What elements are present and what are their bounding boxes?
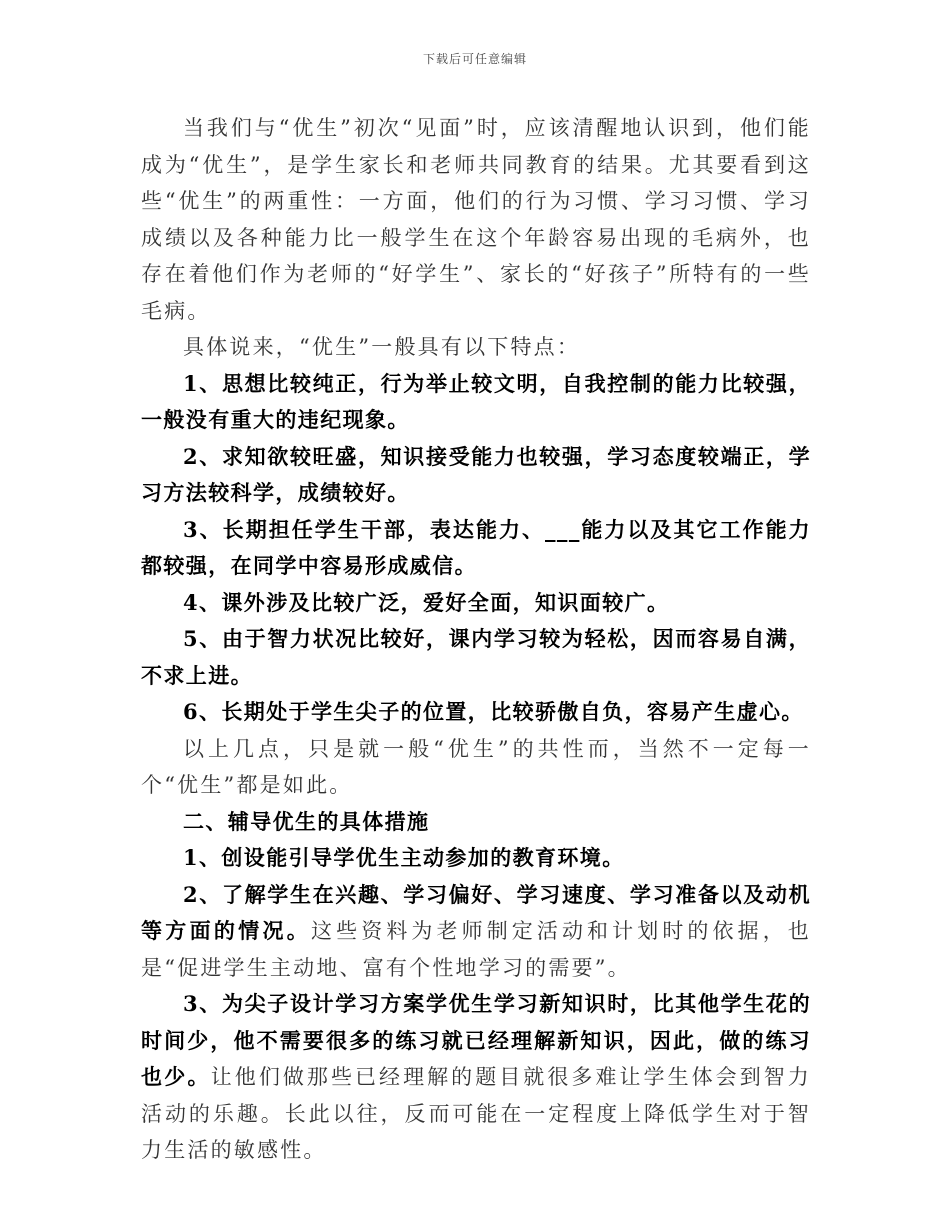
page-header: 下载后可任意编辑 (422, 52, 527, 66)
measure-item-3-rest: 让他们做那些已经理解的题目就很多难让学生体会到智力活动的乐趣。长此以往，反而可能在一定程度上降低学生对于智力生活的敏感性。 (141, 1065, 811, 1162)
feature-item-1: 1、思想比较纯正，行为举止较文明，自我控制的能力比较强，一般没有重大的违纪现象。 (141, 370, 811, 432)
feature-item-5: 5、由于智力状况比较好，课内学习较为轻松，因而容易自满，不求上进。 (141, 626, 811, 688)
measure-item-2 (141, 877, 811, 987)
feature-item-3: 3、长期担任学生干部，表达能力、___能力以及其它工作能力都较强，在同学中容易形成威信。 (141, 516, 811, 578)
measure-item-2-bold: 2、了解学生在兴趣、学习偏好、学习速度、学习准备以及动机等方面的情况。 (141, 881, 811, 943)
measure-item-2-rest: 这些资料为老师制定活动和计划时的依据，也是“促进学生主动地、富有个性地学习的需要”。 (141, 919, 811, 980)
measure-item-3 (141, 986, 811, 1169)
section-heading-measures: 二、辅导优生的具体措施 (183, 808, 430, 834)
paragraph-features-lead: 具体说来，“优生”一般具有以下特点： (183, 335, 581, 359)
document-body (141, 110, 811, 1169)
feature-item-2: 2、求知欲较旺盛，知识接受能力也较强，学习态度较端正，学习方法较科学，成绩较好。 (141, 443, 811, 505)
measure-item-1: 1、创设能引导学优生主动参加的教育环境。 (183, 845, 625, 870)
paragraph-summary: 以上几点，只是就一般“优生”的共性而，当然不一定每一个“优生”都是如此。 (141, 736, 811, 797)
feature-item-4: 4、课外涉及比较广泛，爱好全面，知识面较广。 (183, 589, 670, 615)
measure-item-3-bold: 3、为尖子设计学习方案学优生学习新知识时，比其他学生花的时间少，他不需要很多的练习就已经理解新知识，因此，做的练习也少。 (141, 991, 811, 1089)
paragraph-intro: 当我们与“优生”初次“见面”时，应该清醒地认识到，他们能成为“优生”，是学生家长和老师共同教育的结果。尤其要看到这些“优生”的两重性：一方面，他们的行为习惯、学习习惯、学习成绩以及各种能力比一般学生在这个年龄容易出现的毛病外，也存在着他们作为老师的“好学生”、家长的“好孩子”所特有的一些毛病。 (141, 116, 811, 323)
feature-item-6: 6、长期处于学生尖子的位置，比较骄傲自负，容易产生虚心。 (183, 699, 804, 724)
